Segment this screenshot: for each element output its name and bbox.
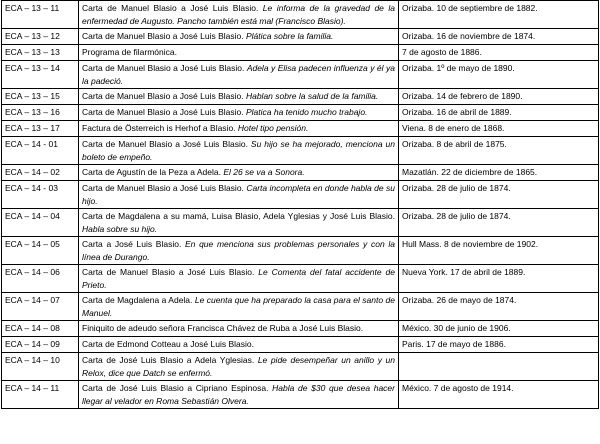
table-row (2, 137, 599, 165)
table-row (2, 45, 599, 61)
description-note: En que menciona sus problemas personales y con la línea de Durango. (82, 239, 395, 262)
description-text: Carta de Manuel Blasio a José Luis Blasio. (82, 3, 259, 13)
description-text: Carta a José Luis Blasio. (82, 239, 182, 249)
record-place-date: Orizaba. 10 de septiembre de 1882. (399, 1, 599, 29)
record-place-date: Orizaba. 28 de julio de 1874. (399, 181, 599, 209)
record-place-date: Orizaba. 28 de julio de 1874. (399, 209, 599, 237)
description-text: Carta de Magdalena a Adela. (82, 295, 193, 305)
description-note: Hablan sobre la salud de la familia. (245, 91, 379, 101)
inventory-table (1, 0, 599, 409)
description-note: Le cuenta que ha preparado la casa para el santo de Manuel. (82, 295, 395, 318)
description-note: Adela y Elisa padecen influenza y él ya la padeció. (82, 63, 395, 86)
record-place-date: Mazatlán. 22 de diciembre de 1865. (399, 165, 599, 181)
description-text: Carta de Manuel Blasio a José Luis Blasio. (82, 267, 255, 277)
inventory-table-body (2, 1, 599, 409)
record-code: ECA – 14 – 06 (2, 265, 79, 293)
record-code: ECA – 14 – 10 (2, 353, 79, 381)
record-description (79, 353, 399, 381)
description-text: Carta de José Luis Blasio a Adela Yglesias. (82, 355, 255, 365)
description-note: Le Comenta del fatal accidente de Prieto. (82, 267, 395, 290)
record-place-date: Paris. 17 de mayo de 1886. (399, 337, 599, 353)
record-place-date: Orizaba. 26 de mayo de 1874. (399, 293, 599, 321)
record-place-date: Nueva York. 17 de abril de 1889. (399, 265, 599, 293)
record-description (79, 89, 399, 105)
table-row (2, 321, 599, 337)
description-note: El 26 se va a Sonora. (223, 167, 305, 177)
description-note: Habla sobre su hijo. (82, 224, 158, 234)
table-row (2, 89, 599, 105)
record-description (79, 1, 399, 29)
description-note: Le informa de la gravedad de la enfermedad de Augusto. Pancho también está mal (Francisco Blasio). (82, 3, 395, 26)
record-code: ECA – 14 - 03 (2, 181, 79, 209)
description-text: Finiquito de adeudo señora Francisca Chávez de Ruba a José Luis Blasio. (82, 323, 364, 333)
record-code: ECA – 13 – 15 (2, 89, 79, 105)
record-code: ECA – 14 – 11 (2, 381, 79, 409)
record-description (79, 137, 399, 165)
record-description (79, 265, 399, 293)
description-text: Factura de Österreich is Herhof a Blasio. (82, 123, 236, 133)
record-code: ECA – 13 – 16 (2, 105, 79, 121)
table-row (2, 237, 599, 265)
record-code: ECA – 13 – 17 (2, 121, 79, 137)
record-description (79, 105, 399, 121)
table-row (2, 165, 599, 181)
record-description (79, 45, 399, 61)
description-text: Carta de Edmond Cotteau a José Luis Blasio. (82, 339, 254, 349)
record-code: ECA – 14 - 01 (2, 137, 79, 165)
table-row (2, 29, 599, 45)
table-row (2, 1, 599, 29)
record-description (79, 209, 399, 237)
table-row (2, 209, 599, 237)
record-code: ECA – 13 – 14 (2, 61, 79, 89)
record-place-date: México. 30 de junio de 1906. (399, 321, 599, 337)
record-code: ECA – 14 – 04 (2, 209, 79, 237)
record-description (79, 237, 399, 265)
description-text: Programa de filarmónica. (82, 47, 177, 57)
record-code: ECA – 14 – 07 (2, 293, 79, 321)
record-place-date: México. 7 de agosto de 1914. (399, 381, 599, 409)
table-row (2, 337, 599, 353)
record-place-date: Orizaba. 1º de mayo de 1890. (399, 61, 599, 89)
description-text: Carta de Manuel Blasio a José Luis Blasio. (82, 183, 244, 193)
description-text: Carta de Manuel Blasio a José Luis Blasio. (82, 31, 244, 41)
record-description (79, 181, 399, 209)
table-row (2, 381, 599, 409)
description-text: Carta de Magdalena a su mamá, Luisa Blasio, Adela Yglesias y José Luis Blasio. (82, 211, 395, 221)
table-row (2, 105, 599, 121)
description-note: Carta incompleta en donde habla de su hijo. (82, 183, 395, 206)
record-description (79, 61, 399, 89)
record-code: ECA – 14 – 09 (2, 337, 79, 353)
table-row (2, 353, 599, 381)
description-text: Carta de José Luis Blasio a Cipriano Espinosa. (82, 383, 269, 393)
description-text: Carta de Manuel Blasio a José Luis Blasio. (82, 139, 248, 149)
record-place-date: 7 de agosto de 1886. (399, 45, 599, 61)
record-place-date: Orizaba. 8 de abril de 1875. (399, 137, 599, 165)
table-row (2, 121, 599, 137)
record-place-date: Hull Mass. 8 de noviembre de 1902. (399, 237, 599, 265)
record-code: ECA – 13 – 12 (2, 29, 79, 45)
record-description (79, 165, 399, 181)
description-note: Habla de $30 que desea hacer llegar al velador en Roma Sebastián Olvera. (82, 383, 395, 406)
record-code: ECA – 14 – 08 (2, 321, 79, 337)
description-note: Le pide desempeñar un anillo y un Relox, dice que Datch se enfermó. (82, 355, 395, 378)
description-text: Carta de Manuel Blasio a José Luis Blasio. (82, 107, 244, 117)
table-row (2, 181, 599, 209)
description-note: Hotel tipo pensión. (237, 123, 309, 133)
table-row (2, 265, 599, 293)
description-note: Platica ha tenido mucho trabajo. (245, 107, 368, 117)
table-row (2, 61, 599, 89)
record-code: ECA – 13 – 11 (2, 1, 79, 29)
record-place-date: Viena. 8 de enero de 1868. (399, 121, 599, 137)
record-description (79, 337, 399, 353)
record-place-date: Orizaba. 16 de abril de 1889. (399, 105, 599, 121)
record-place-date (399, 353, 599, 381)
record-description (79, 381, 399, 409)
description-note: Plática sobre la familia. (245, 31, 334, 41)
record-description (79, 29, 399, 45)
record-description (79, 121, 399, 137)
record-place-date: Orizaba. 14 de febrero de 1890. (399, 89, 599, 105)
record-description (79, 321, 399, 337)
description-text: Carta de Manuel Blasio a José Luis Blasio. (82, 63, 245, 73)
record-place-date: Orizaba. 16 de noviembre de 1874. (399, 29, 599, 45)
record-code: ECA – 14 – 05 (2, 237, 79, 265)
record-code: ECA – 14 – 02 (2, 165, 79, 181)
description-note: Su hijo se ha mejorado, menciona un boleto de empeño. (82, 139, 395, 162)
record-code: ECA – 13 – 13 (2, 45, 79, 61)
description-text: Carta de Manuel Blasio a José Luis Blasio. (82, 91, 244, 101)
table-row (2, 293, 599, 321)
description-text: Carta de Agustín de la Peza a Adela. (82, 167, 221, 177)
record-description (79, 293, 399, 321)
